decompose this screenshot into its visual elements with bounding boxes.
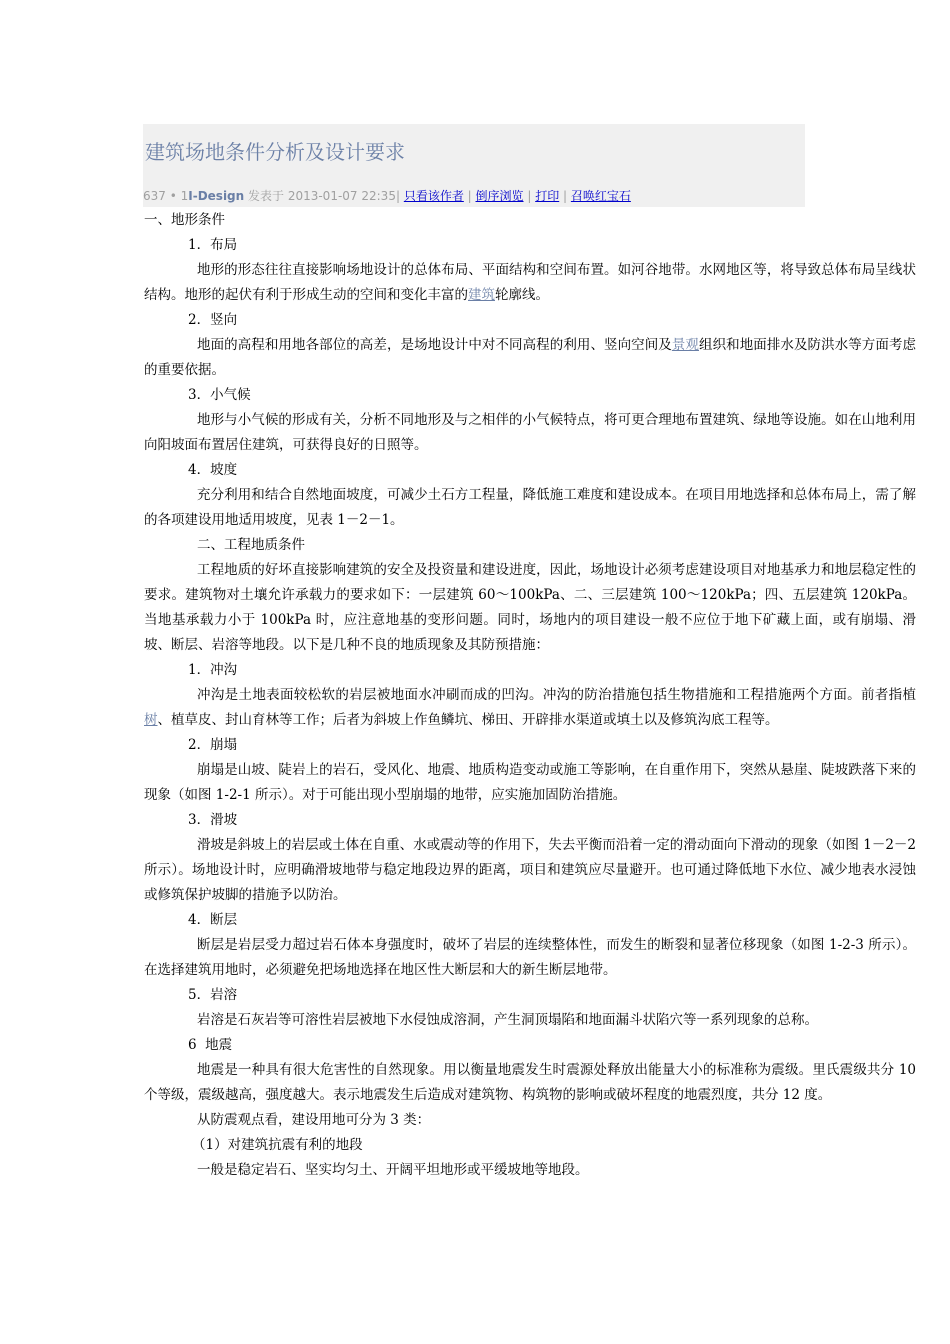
print-link[interactable]: 打印 <box>535 189 560 203</box>
subsection-heading: 4．断层 <box>188 912 238 928</box>
paragraph: 岩溶是石灰岩等可溶性岩层被地下水侵蚀成溶洞，产生洞顶塌陷和地面漏斗状陷穴等一系列现象的总称。 <box>197 1012 818 1028</box>
section-heading: 一、地形条件 <box>144 212 225 228</box>
post-header <box>143 124 805 207</box>
paragraph: 地形的形态往往直接影响场地设计的总体布局、平面结构和空间布置。如河谷地带。水网地区等，将导致总体布局呈线状结构。地形的起伏有利于形成生动的空间和变化丰富的建筑轮廓线。 <box>144 262 916 303</box>
only-author-link[interactable]: 只看该作者 <box>403 189 464 203</box>
post-time: 发表于 2013-01-07 22:35 <box>244 189 396 203</box>
paragraph: 地震是一种具有很大危害性的自然现象。用以衡量地震发生时震源处释放出能量大小的标准称为震级。里氏震级共分 10 个等级，震级越高，强度越大。表示地震发生后造成对建筑物、构筑物的影响或破坏程度的地震烈度，共分 12 度。 <box>144 1062 916 1103</box>
subsection-heading: 5．岩溶 <box>188 987 238 1003</box>
keyword-link[interactable]: 建筑 <box>468 287 495 303</box>
paragraph: 从防震观点看，建设用地可分为 3 类： <box>197 1112 431 1128</box>
meta-dot: • 1 <box>165 189 189 203</box>
summon-ruby-link[interactable]: 召唤红宝石 <box>570 189 631 203</box>
page-title: 建筑场地条件分析及设计要求 <box>145 140 405 164</box>
paragraph: 崩塌是山坡、陡岩上的岩石，受风化、地震、地质构造变动或施工等影响，在自重作用下，突然从悬崖、陡坡跌落下来的现象（如图 1-2-1 所示）。对于可能出现小型崩塌的地带，应实施加固防治措施。 <box>144 762 916 803</box>
section-heading: 二、工程地质条件 <box>197 537 305 553</box>
paragraph: 充分利用和结合自然地面坡度，可减少土石方工程量，降低施工难度和建设成本。在项目用地选择和总体布局上，需了解的各项建设用地适用坡度，见表 1－2－1。 <box>144 487 916 528</box>
list-heading: （1）对建筑抗震有利的地段 <box>192 1137 363 1153</box>
paragraph: 地面的高程和用地各部位的高差，是场地设计中对不同高程的利用、竖向空间及景观组织和地面排水及防洪水等方面考虑的重要依据。 <box>144 337 917 378</box>
paragraph: 地形与小气候的形成有关，分析不同地形及与之相伴的小气候特点，将可更合理地布置建筑、绿地等设施。如在山地利用向阳坡面布置居住建筑，可获得良好的日照等。 <box>144 412 916 453</box>
paragraph: 工程地质的好坏直接影响建筑的安全及投资量和建设进度，因此，场地设计必须考虑建设项目对地基承力和地层稳定性的要求。建筑物对土壤允许承载力的要求如下：一层建筑 60～100kPa、二、三层建筑 100～120kPa；四、五层建筑 120kPa。当地基承载力小于 100kPa 时，应注意地基的变形问题。同时，场地内的项目建设一般不应位于地下矿藏上面，或有崩塌、滑坡、断层、岩溶等地段。以下是几种不良的地质现象及其防预措施： <box>144 562 916 653</box>
subsection-heading: 4．坡度 <box>188 462 238 478</box>
view-count: 637 <box>143 189 166 203</box>
paragraph: 冲沟是土地表面较松软的岩层被地面水冲刷而成的凹沟。冲沟的防治措施包括生物措施和工程措施两个方面。前者指植树、植草皮、封山育林等工作；后者为斜坡上作鱼鳞坑、梯田、开辟排水渠道或填土以及修筑沟底工程等。 <box>144 687 916 728</box>
post-meta: 637 • 1I-Design 发表于 2013-01-07 22:35| 只看该作者 | 倒序浏览 | 打印 | 召唤红宝石 <box>143 189 631 203</box>
subsection-heading: 3．小气候 <box>188 387 251 403</box>
subsection-heading: 2．竖向 <box>188 312 238 328</box>
article-content <box>144 208 916 1183</box>
reverse-order-link[interactable]: 倒序浏览 <box>475 189 524 203</box>
subsection-heading: 2．崩塌 <box>188 737 238 753</box>
subsection-heading: 6 地震 <box>188 1037 233 1053</box>
keyword-link[interactable]: 景观 <box>671 337 699 353</box>
subsection-heading: 3．滑坡 <box>188 812 238 828</box>
subsection-heading: 1．布局 <box>188 237 238 253</box>
author-link[interactable]: I-Design <box>188 189 245 203</box>
subsection-heading: 1．冲沟 <box>188 662 238 678</box>
paragraph: 滑坡是斜坡上的岩层或土体在自重、水或震动等的作用下，失去平衡而沿着一定的滑动面向下滑动的现象（如图 1－2－2 所示）。场地设计时，应明确滑坡地带与稳定地段边界的距离，项目和建筑应尽量避开。也可通过降低地下水位、减少地表水浸蚀或修筑保护坡脚的措施予以防治。 <box>144 837 916 903</box>
paragraph: 一般是稳定岩石、坚实均匀土、开阔平坦地形或平缓坡地等地段。 <box>197 1162 589 1178</box>
paragraph: 断层是岩层受力超过岩石体本身强度时，破坏了岩层的连续整体性，而发生的断裂和显著位移现象（如图 1-2-3 所示）。在选择建筑用地时，必须避免把场地选择在地区性大断层和大的新生断层地带。 <box>144 937 916 978</box>
keyword-link[interactable]: 树 <box>144 712 158 728</box>
